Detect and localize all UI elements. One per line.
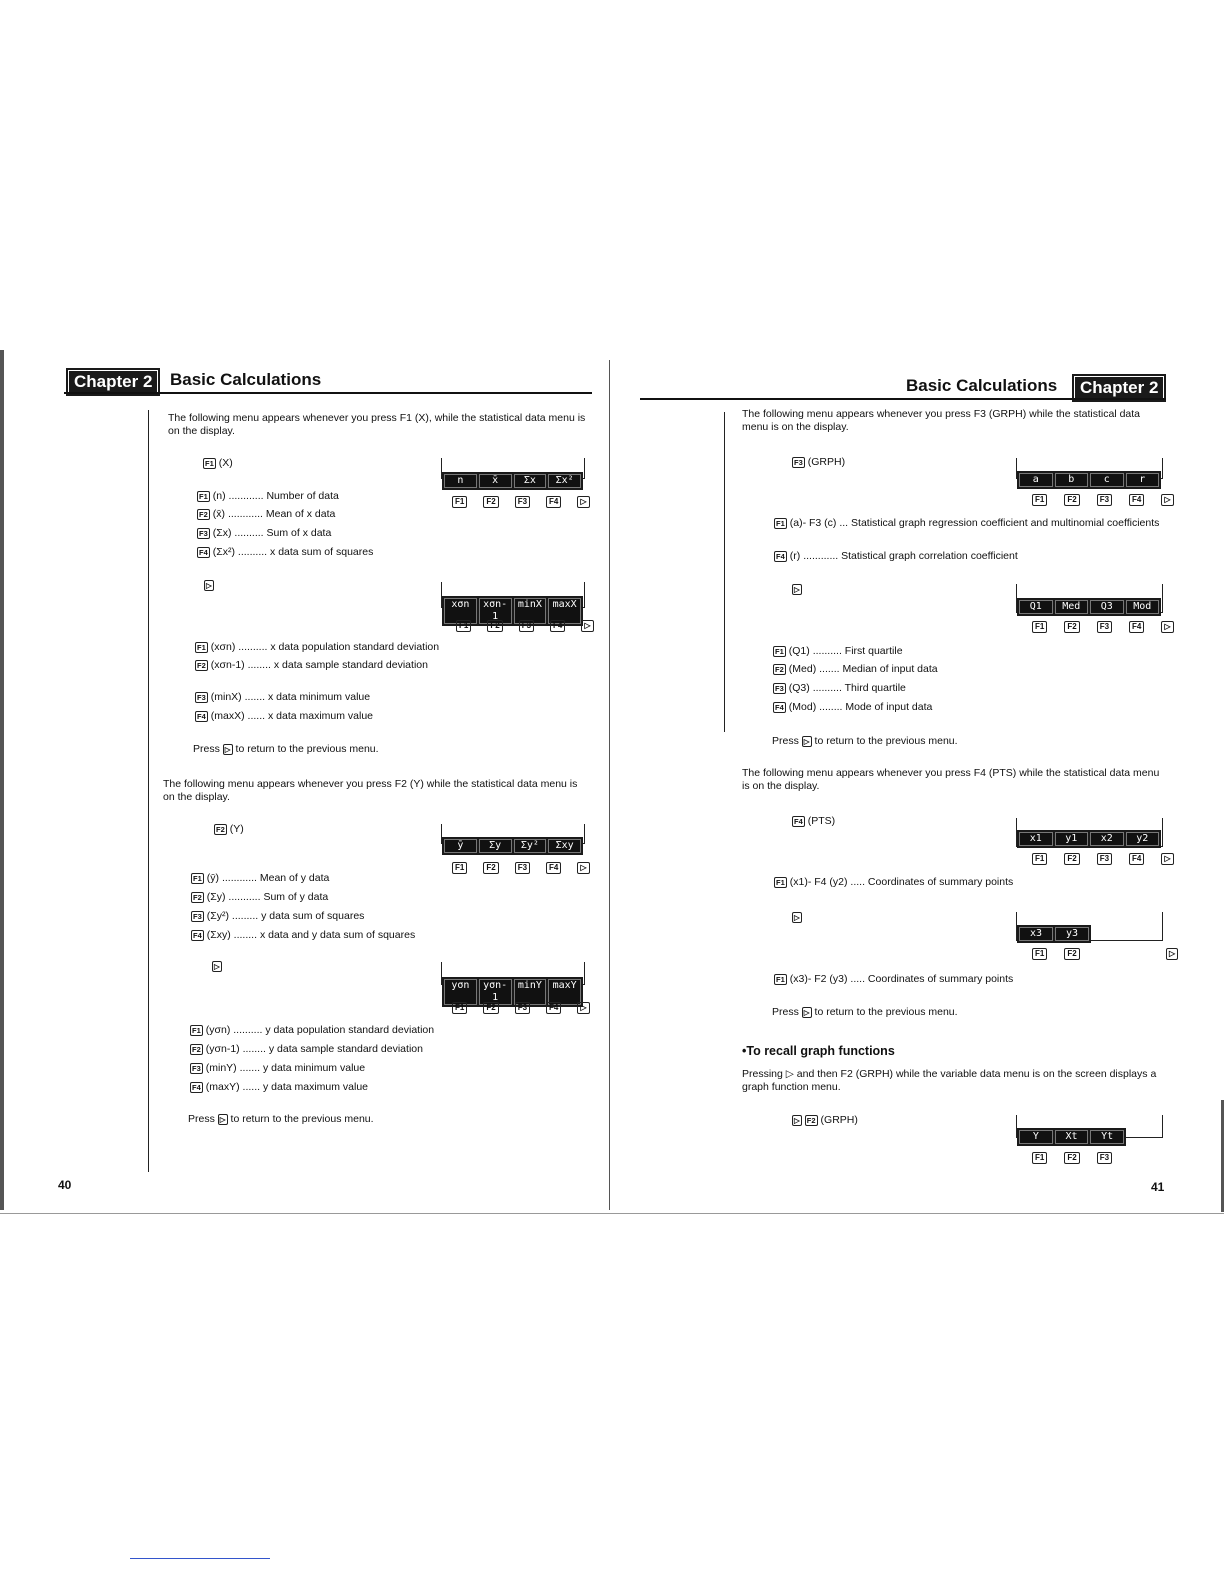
lcd-cell: y2 — [1126, 832, 1160, 846]
key-label-x: F1 (X) — [205, 457, 233, 469]
intro-grph: The following menu appears whenever you press F3 (GRPH) while the statistical data menu is on the display. — [742, 408, 1141, 433]
key-label-pts: F4 (PTS) — [794, 815, 836, 827]
margin-line — [724, 412, 725, 732]
item-pts-1: F1 (x1)- F4 (y2) ..... Coordinates of summary points — [776, 876, 1014, 888]
lcd-cell: Xt — [1055, 1130, 1089, 1144]
lcd-cell: xσn — [444, 598, 477, 624]
item-r: F4 (r) ............ Statistical graph correlation coefficient — [776, 550, 1018, 562]
lcd-cell: Y — [1019, 1130, 1053, 1144]
underline-mark — [130, 1558, 270, 1559]
fkey-row: F1 F2 F3 F4 ▷ — [1032, 621, 1174, 633]
item-y-4: F4 (Σxy) ........ x data and y data sum of squares — [193, 929, 416, 941]
fkey-row: F1 F2 F3 F4 ▷ — [1032, 494, 1174, 506]
lcd-cell: Yt — [1090, 1130, 1124, 1144]
return-x: Press ▷ to return to the previous menu. — [193, 743, 379, 755]
lcd-cell: Mod — [1126, 600, 1160, 614]
lcd-cell: y1 — [1055, 832, 1089, 846]
item-pts-2: F1 (x3)- F2 (y3) ..... Coordinates of summary points — [776, 973, 1014, 985]
lcd-menu-pts — [1017, 830, 1161, 848]
lcd-menu-pts2 — [1017, 925, 1091, 943]
next-key: ▷ — [206, 580, 212, 590]
lcd-cell: yσn-1 — [479, 979, 512, 1005]
lcd-cell: maxX — [548, 598, 581, 624]
next-key: ▷ — [214, 961, 220, 971]
lcd-cell: Σxy — [548, 839, 581, 853]
lcd-cell: ȳ — [444, 839, 477, 853]
header-rule — [640, 398, 1166, 400]
lcd-cell: x1 — [1019, 832, 1053, 846]
page-number: 41 — [1151, 1180, 1165, 1194]
return-pts: Press ▷ to return to the previous menu. — [772, 1006, 958, 1018]
lcd-menu-y — [442, 837, 583, 855]
key-label-y: F2 (Y) — [216, 823, 244, 835]
fkey-row: F1 F2 F3 F4 ▷ — [452, 496, 590, 508]
chapter-tag: Chapter 2 — [1072, 374, 1166, 402]
intro-x: The following menu appears whenever you press F1 (X), while the statistical data menu is on the display. — [168, 412, 586, 437]
item-x-1: F1 (n) ............ Number of data — [199, 490, 339, 502]
next-key: ▷ — [794, 584, 800, 594]
lcd-cell: Q1 — [1019, 600, 1053, 614]
item-q-1: F1 (Q1) .......... First quartile — [775, 645, 903, 657]
lcd-menu-x — [442, 472, 583, 490]
item-y-1: F1 (ȳ) ............ Mean of y data — [193, 872, 330, 884]
lcd-cell: r — [1126, 473, 1160, 487]
lcd-cell: Σy — [479, 839, 512, 853]
page-title: Basic Calculations — [170, 370, 322, 389]
lcd-cell: n — [444, 474, 477, 488]
lcd-cell: a — [1019, 473, 1053, 487]
book-spine — [609, 360, 610, 1210]
return-q: Press ▷ to return to the previous menu. — [772, 735, 958, 747]
item-y2-2: F2 (yσn-1) ........ y data sample standard deviation — [192, 1043, 423, 1055]
fkey-row: F1 F2 F3 F4 ▷ — [452, 862, 590, 874]
lcd-cell: b — [1055, 473, 1089, 487]
key-label-recall: ▷ F2 (GRPH) — [794, 1114, 858, 1126]
item-y-2: F2 (Σy) ........... Sum of y data — [193, 891, 329, 903]
lcd-cell: y3 — [1055, 927, 1089, 941]
lcd-menu-recall — [1017, 1128, 1126, 1146]
key-label-grph: F3 (GRPH) — [794, 456, 846, 468]
header-rule — [64, 392, 592, 394]
lcd-cell: Σy² — [514, 839, 547, 853]
lcd-cell: maxY — [548, 979, 581, 1005]
item-x2-3: F3 (minX) ....... x data minimum value — [197, 691, 371, 703]
item-x-4: F4 (Σx²) .......... x data sum of squares — [199, 546, 374, 558]
fkey-row: F1 F2 — [1032, 948, 1080, 960]
fkey-row: F1 F2 F3 — [1032, 1152, 1112, 1164]
next-key: ▷ — [794, 912, 800, 922]
fkey-row: ▷ — [1166, 948, 1178, 960]
chapter-tag: Chapter 2 — [66, 368, 160, 396]
lcd-cell: x2 — [1090, 832, 1124, 846]
page-edge-left — [0, 350, 4, 1210]
lcd-cell: minY — [514, 979, 547, 1005]
item-x-2: F2 (x̄) ............ Mean of x data — [199, 508, 336, 520]
lcd-cell: c — [1090, 473, 1124, 487]
lcd-cell: Σx² — [548, 474, 581, 488]
item-y2-3: F3 (minY) ....... y data minimum value — [192, 1062, 366, 1074]
item-x-3: F3 (Σx) .......... Sum of x data — [199, 527, 332, 539]
item-x2-1: F1 (xσn) .......... x data population standard deviation — [197, 641, 440, 653]
margin-line — [148, 410, 149, 1172]
item-q-2: F2 (Med) ....... Median of input data — [775, 663, 938, 675]
lcd-cell: x3 — [1019, 927, 1053, 941]
item-q-4: F4 (Mod) ........ Mode of input data — [775, 701, 933, 713]
fkey-row: F1 F2 F3 F4 ▷ — [452, 1002, 590, 1014]
lcd-menu-q — [1017, 598, 1161, 616]
page-title: Basic Calculations — [906, 376, 1058, 395]
lcd-cell: xσn-1 — [479, 598, 512, 624]
intro-pts: The following menu appears whenever you press F4 (PTS) while the statistical data menu is on the display. — [742, 767, 1160, 792]
section-heading: •To recall graph functions — [742, 1044, 895, 1058]
recall-text: Pressing ▷ and then F2 (GRPH) while the variable data menu is on the screen displays a graph function menu. — [742, 1068, 1157, 1093]
return-y: Press ▷ to return to the previous menu. — [188, 1113, 374, 1125]
page-number: 40 — [58, 1178, 72, 1192]
item-y-3: F3 (Σy²) ......... y data sum of squares — [193, 910, 365, 922]
item-y2-4: F4 (maxY) ...... y data maximum value — [192, 1081, 369, 1093]
item-x2-4: F4 (maxX) ...... x data maximum value — [197, 710, 374, 722]
bottom-rule — [0, 1213, 1224, 1214]
lcd-cell: x̄ — [479, 474, 512, 488]
fkey-row: F1 F2 F3 F4 ▷ — [456, 620, 594, 632]
lcd-cell: yσn — [444, 979, 477, 1005]
lcd-cell: Σx — [514, 474, 547, 488]
item-x2-2: F2 (xσn-1) ........ x data sample standard deviation — [197, 659, 428, 671]
item-coef: F1 (a)- F3 (c) ... Statistical graph regression coefficient and multinomial coefficients — [776, 517, 1160, 529]
lcd-menu-grph — [1017, 471, 1161, 489]
lcd-cell: Q3 — [1090, 600, 1124, 614]
lcd-cell: Med — [1055, 600, 1089, 614]
item-q-3: F3 (Q3) .......... Third quartile — [775, 682, 906, 694]
intro-y: The following menu appears whenever you press F2 (Y) while the statistical data menu is on the display. — [163, 778, 578, 803]
fkey-row: F1 F2 F3 F4 ▷ — [1032, 853, 1174, 865]
lcd-cell: minX — [514, 598, 547, 624]
item-y2-1: F1 (yσn) .......... y data population standard deviation — [192, 1024, 435, 1036]
